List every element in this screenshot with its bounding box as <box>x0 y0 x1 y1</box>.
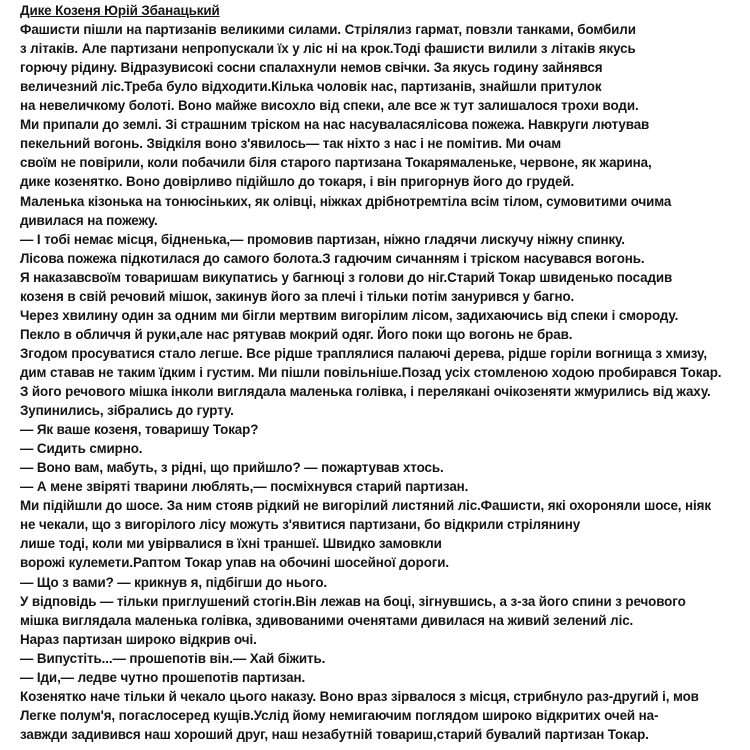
text-line: своїм не повірили, коли побачили біля старого партизана Токарямаленьке, червоне, як жарина, <box>20 155 652 171</box>
text-line: лише тоді, коли ми увірвалися в їхні траншеї. Швидко замовкли <box>20 536 442 552</box>
text-line: Ми підійшли до шосе. За ним стояв рідкий не вигорілий листяний ліс.Фашисти, які охороняли шосе, ніяк <box>20 498 711 514</box>
text-line: завжди задивився наш хороший друг, наш незабутній товариш,старий бувалий партизан Токар. <box>20 726 649 742</box>
text-line: козеня в свій речовий мішок, закинув його за плечі і тільки потім занурився у багно. <box>20 288 575 304</box>
text-line: Згодом просуватися стало легше. Все рідше траплялися палаючі дерева, рідше горіли вогнища з хмизу, <box>20 345 707 361</box>
text-line: Легке полум'я, погаслосеред кущів.Услід йому немигаючим поглядом широко відкритих очей на- <box>20 707 659 723</box>
text-line: Зупинились, зібрались до гурту. <box>20 403 234 418</box>
text-line: — І тобі немає місця, бідненька,— промовив партизан, ніжно гладячи лискучу ніжну спинку. <box>20 231 625 247</box>
text-line: — Випустіть...— прошепотів він.— Хай біжить. <box>20 650 326 666</box>
text-line: — Іди,— ледве чутно прошепотів партизан. <box>20 669 306 685</box>
text-line: з літаків. Але партизани непропускали їх у ліс ні на крок.Тоді фашисти вилили з літаків якусь <box>20 41 636 56</box>
text-line: — Воно вам, мабуть, з рідні, що прийшло? — пожартував хтось. <box>20 460 444 476</box>
text-line: Фашисти пішли на партизанів великими силами. Стрілялиз гармат, повзли танками, бомбили <box>20 22 636 37</box>
text-line: пекельний вогонь. Звідкіля воно з'явилось— так ніхто з нас і не помітив. Ми очам <box>20 136 562 152</box>
text-line: мішка виглядала маленька голівка, здивованими оченятами дивилася на живий зелений ліс. <box>20 612 634 628</box>
text-line: — Сидить смирно. <box>20 441 143 457</box>
text-line: Я наказавсвоїм товаришам викупатись у багнюці з голови до ніг.Старий Токар швиденько посадив <box>20 269 673 285</box>
text-line: Через хвилину один за одним ми бігли мертвим вигорілим лісом, задихаючись від спеки і смороду. <box>20 307 679 323</box>
text-line: ворожі кулемети.Раптом Токар упав на обочині шосейної дороги. <box>20 555 450 571</box>
text-line: не чекали, що з вигорілого лісу можуть з'явитися партизани, бо відкрили стрілянину <box>20 517 581 533</box>
text-line: Ми припали до землі. Зі страшним тріском на нас насуваласялісова пожежа. Навкруги лютував <box>20 117 650 133</box>
text-line: — Як ваше козеня, товаришу Токар? <box>20 422 259 438</box>
text-line: З його речового мішка інколи виглядала маленька голівка, і перелякані очікозеняти жмурились від жаху. <box>20 383 711 399</box>
text-line: У відповідь — тільки приглушений стогін.Він лежав на боці, зігнувшись, а з-за його спини з речового <box>20 593 686 609</box>
text-line: Лісова пожежа підкотилася до самого болота.З гадючим сичанням і тріском насувався вогонь. <box>20 250 645 266</box>
text-line: Козенятко наче тільки й чекало цього наказу. Воно враз зірвалося з місця, стрибнуло раз-другий і, мов <box>20 688 699 704</box>
text-line: на невеличкому болоті. Воно майже висохло від спеки, але все ж тут залишалося трохи води. <box>20 98 639 114</box>
text-line: Нараз партизан широко відкрив очі. <box>20 631 257 647</box>
text-line: величезний ліс.Треба було відходити.Кілька чоловік нас, партизанів, знайшли притулок <box>20 79 602 95</box>
text-line: дике козенятко. Воно довірливо підійшло до токаря, і він пригорнув його до грудей. <box>20 174 575 190</box>
text-line: — Що з вами? — крикнув я, підбігши до нього. <box>20 574 328 590</box>
text-line: горючу рідину. Відразувисокі сосни спалахнули немов свічки. За якусь годину зайнявся <box>20 60 603 76</box>
text-line: дивилася на пожежу. <box>20 212 158 228</box>
text-line: Маленька кізонька на тонюсіньких, як олівці, ніжках дрібнотремтіла всім тілом, сумовитими очима <box>20 193 672 209</box>
page-title: Дике Козеня Юрій Збанацький <box>20 3 220 18</box>
text-line: — А мене звіряті тварини люблять,— посміхнувся старий партизан. <box>20 479 469 495</box>
text-line: Пекло в обличчя й руки,але нас рятував мокрий одяг. Його поки що вогонь не брав. <box>20 326 573 342</box>
text-line: дим ставав не таким їдким і густим. Ми пішли повільніше.Позад усіх стомленою ходою пробирався Токар. <box>20 364 722 380</box>
